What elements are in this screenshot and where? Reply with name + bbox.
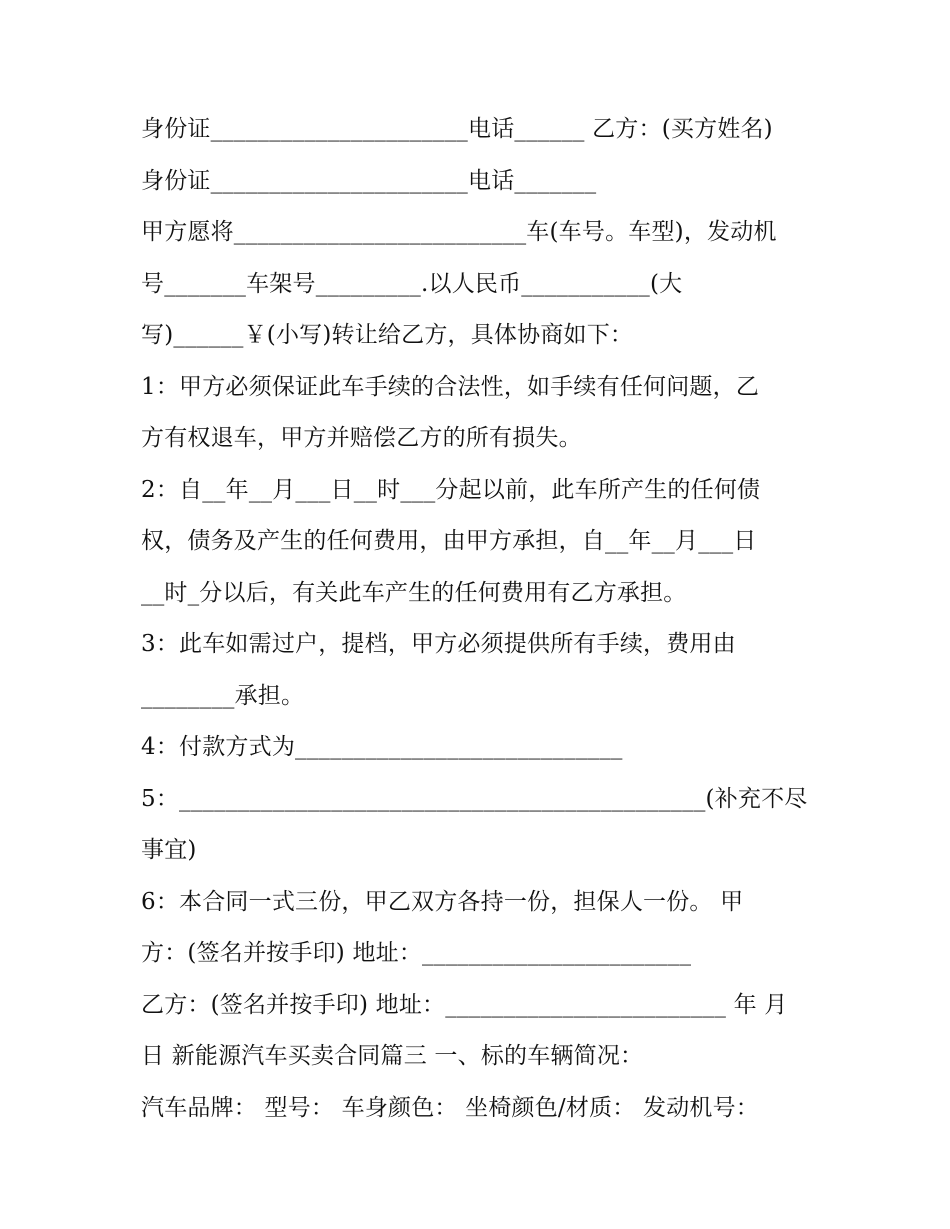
text-line: 5：_____________________________________________(补充不尽 — [141, 785, 808, 812]
text-line: 写)______￥(小写)转让给乙方，具体协商如下： — [141, 322, 634, 348]
text-line: 日 新能源汽车买卖合同篇三 一、标的车辆简况： — [141, 1043, 644, 1069]
text-line: 号_______车架号_________.以人民币___________(大 — [141, 270, 683, 297]
text-line: 1：甲方必须保证此车手续的合法性，如手续有任何问题，乙 — [141, 373, 760, 400]
text-line: 甲方愿将_________________________车(车号。车型)，发动机 — [141, 219, 777, 245]
text-line: 身份证______________________电话_______ — [141, 167, 597, 194]
text-line: 汽车品牌： 型号： 车身颜色： 坐椅颜色/材质： 发动机号： — [141, 1094, 759, 1121]
text-line: 方有权退车，甲方并赔偿乙方的所有损失。 — [141, 425, 582, 451]
text-line: 2：自__年__月___日__时___分起以前，此车所产生的任何债 — [141, 476, 761, 503]
text-line: __时_分以后，有关此车产生的任何费用有乙方承担。 — [141, 579, 687, 606]
text-line: 事宜) — [141, 837, 197, 863]
text-line: 6：本合同一式三份，甲乙双方各持一份，担保人一份。 甲 — [141, 888, 744, 915]
text-line: 权，债务及产生的任何费用，由甲方承担，自__年__月___日 — [141, 528, 757, 554]
text-line: 乙方：(签名并按手印) 地址：________________________ 年 月 — [141, 991, 788, 1018]
text-line: 3：此车如需过户，提档，甲方必须提供所有手续，费用由 — [141, 631, 736, 657]
text-line: 身份证______________________电话______ 乙方：(买方姓名) — [141, 116, 773, 142]
contract-body — [141, 104, 809, 1134]
text-line: 方：(签名并按手印) 地址：_______________________ — [141, 940, 692, 966]
text-line: ________承担。 — [141, 682, 305, 709]
text-line: 4：付款方式为____________________________ — [141, 734, 623, 760]
